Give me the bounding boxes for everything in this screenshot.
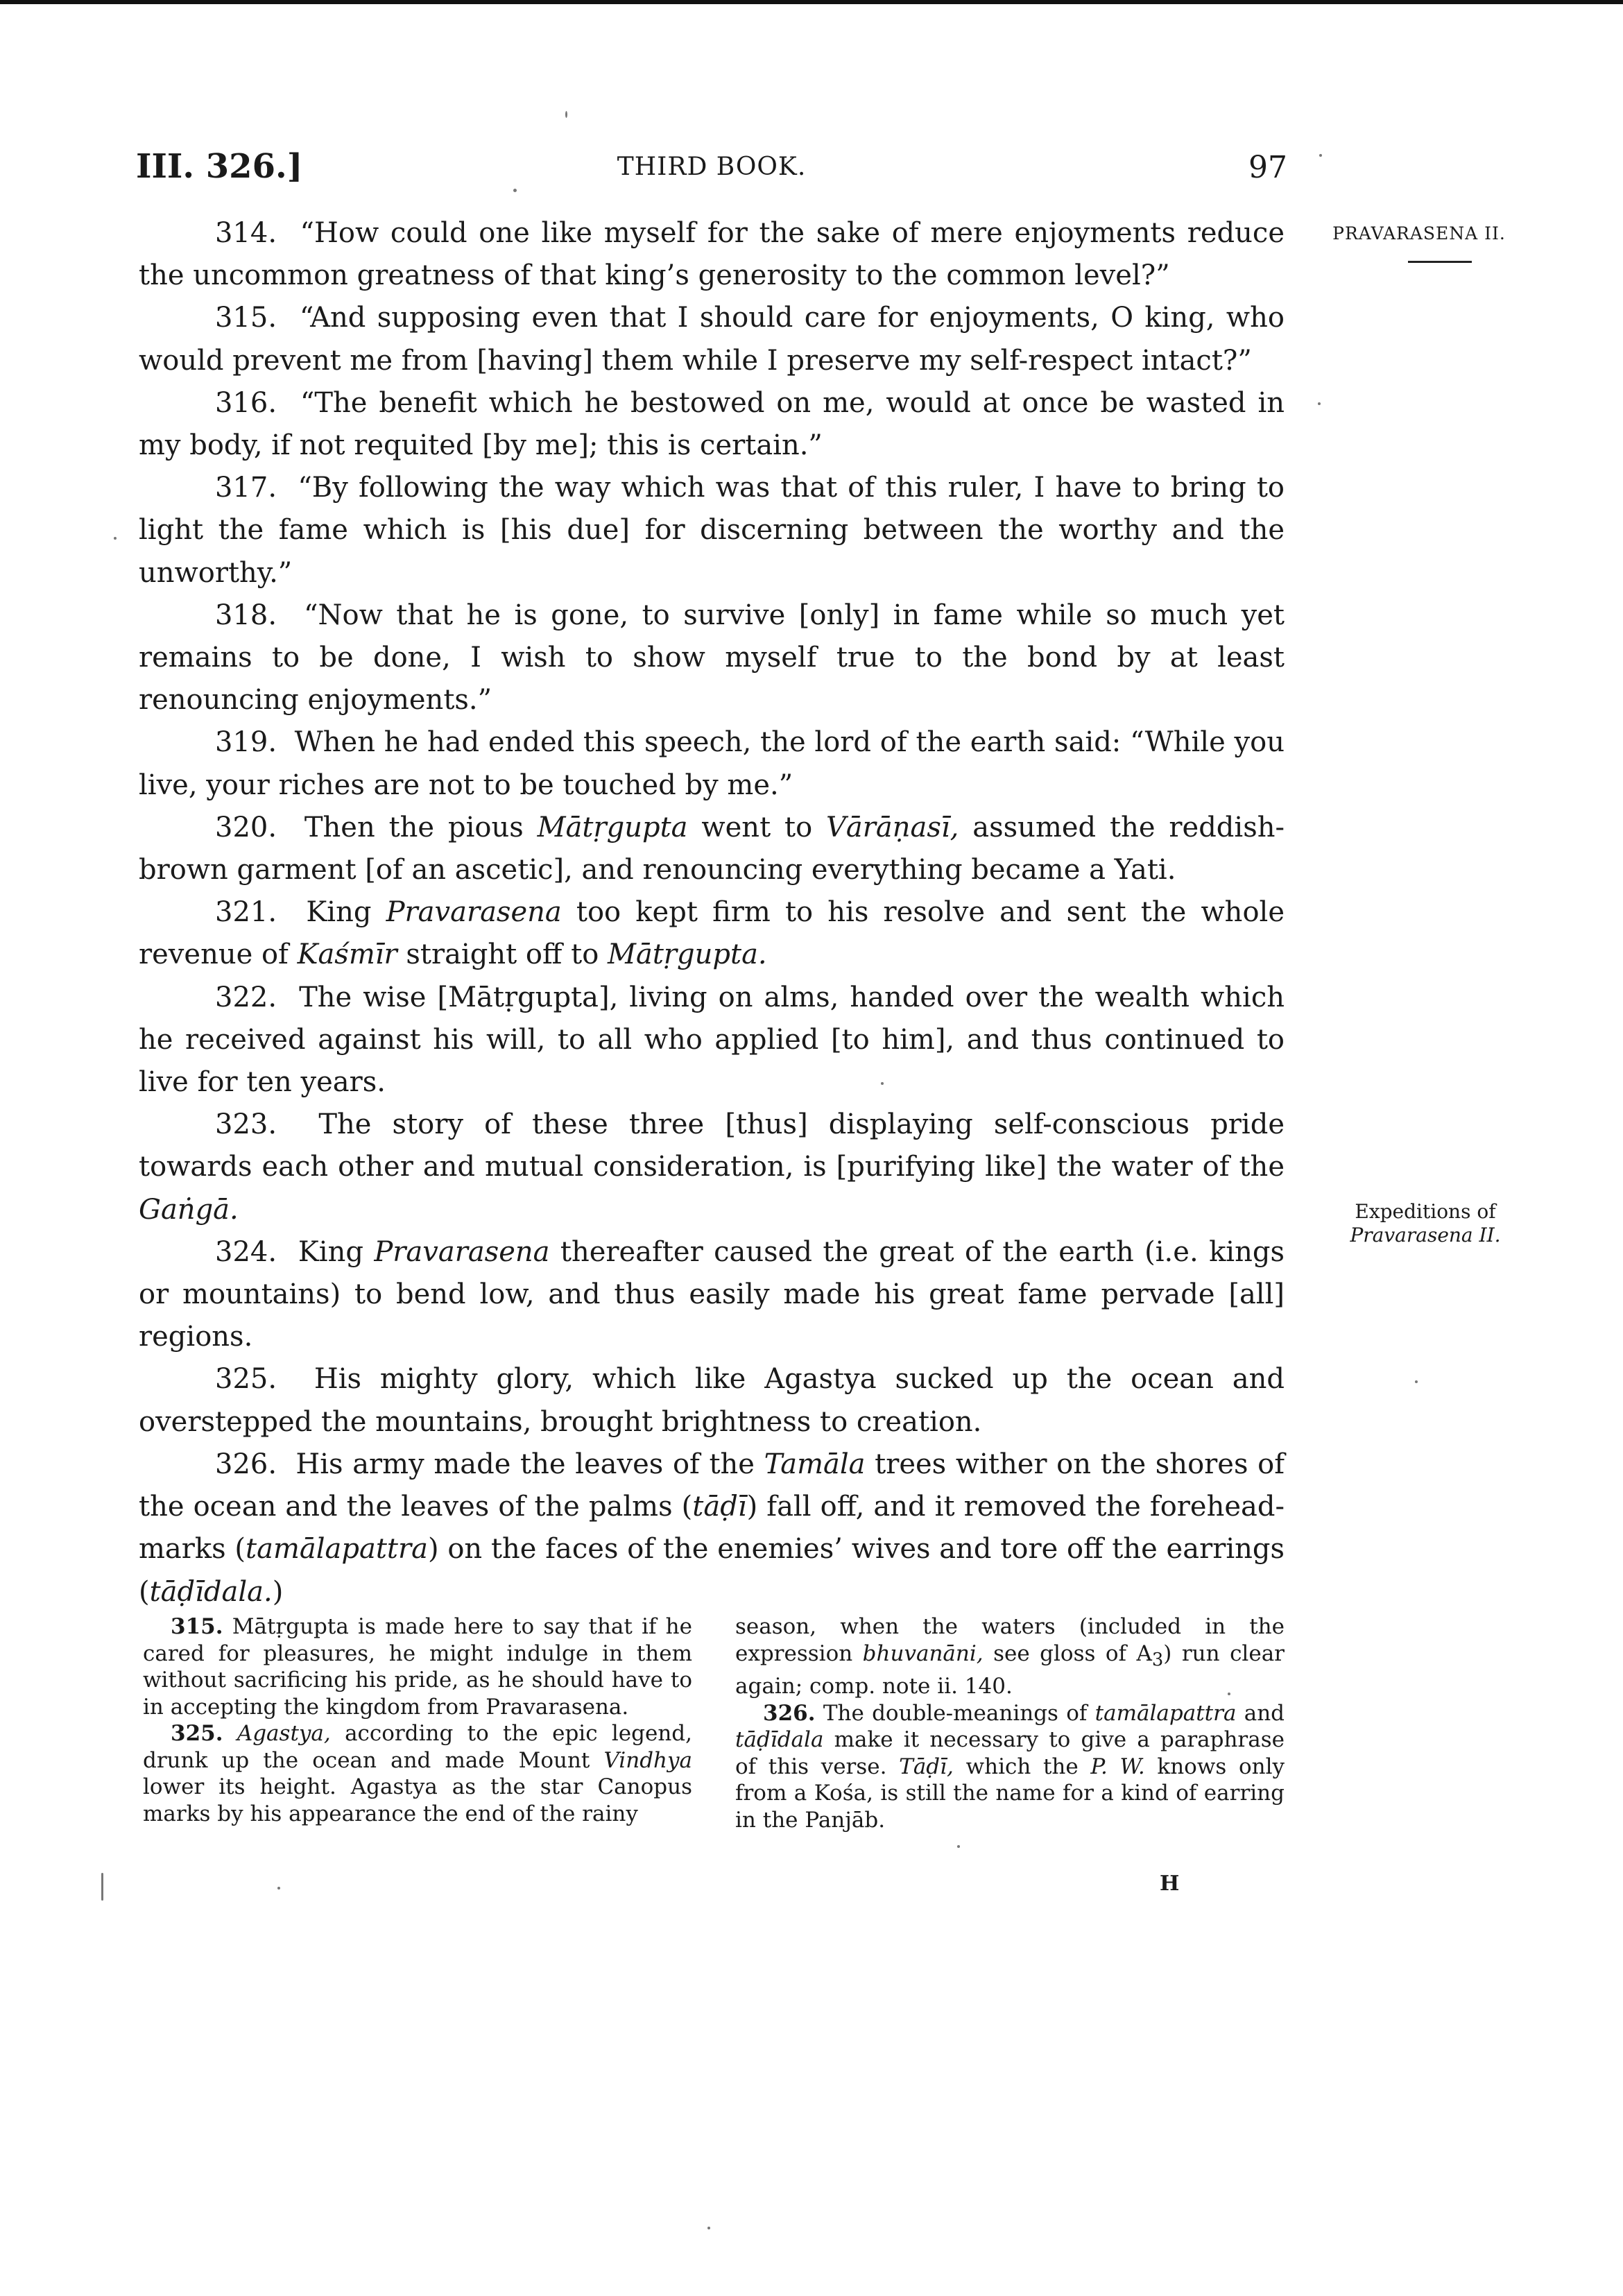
margin-note-line: Expeditions of — [1355, 1200, 1496, 1223]
verse — [139, 382, 1285, 467]
verse-text: His mighty glory, which like Agastya sucked up the ocean and overstepped the mountains, brought brightness to creation. — [139, 1363, 1285, 1438]
footnote-text: which the — [953, 1754, 1091, 1779]
verse-number: 322. — [215, 981, 277, 1013]
footnote — [143, 1613, 692, 1720]
margin-note-expeditions — [1325, 1200, 1526, 1247]
verse-text: thereafter caused the great of the earth (i.e. kings or mountains) to bend low, and thus easily made his great fame pervade [all] regions. — [139, 1235, 1285, 1353]
verse — [139, 891, 1285, 976]
footnote — [143, 1720, 692, 1827]
verse-italic: Pravarasena — [374, 1235, 550, 1268]
footnote-italic: Agastya, — [237, 1721, 331, 1746]
verse — [139, 977, 1285, 1104]
verse — [139, 807, 1285, 891]
margin-note-line: Pravarasena II. — [1350, 1224, 1501, 1246]
footnote-italic: Vindhya — [603, 1747, 692, 1773]
footnote-text: make it necessary to give a paraphrase of this verse. — [735, 1727, 1285, 1779]
verse-text: “How could one like myself for the sake of mere enjoyments reduce the uncommon greatness of that king’s generosity to the common level?” — [139, 217, 1285, 292]
verse-text: went to — [687, 811, 827, 843]
footnote-text: see gloss of A — [983, 1640, 1152, 1666]
footnote-text: The double-meanings of — [823, 1700, 1095, 1726]
scan-speck — [1319, 154, 1322, 157]
footnote-number: 315. — [171, 1614, 223, 1639]
footnote-column-right — [735, 1613, 1285, 1833]
footnote-text: according to the epic legend, drunk up the ocean and made Mount — [143, 1721, 693, 1773]
footnote-text: season, when the waters (included in the expression — [735, 1614, 1285, 1666]
footnote-text: Mātṛgupta is made here to say that if he cared for pleasures, he might indulge in them without sacrificing his pride, as he should have to in accepting the kingdom from Pravarasena. — [143, 1614, 692, 1720]
margin-heading: PRAVARASENA II. — [1332, 223, 1506, 243]
running-title: THIRD BOOK. — [617, 153, 807, 181]
footnote-italic: bhuvanāni, — [862, 1640, 984, 1666]
scan-speck — [957, 1845, 960, 1848]
verse-number: 315. — [215, 302, 277, 334]
verse-text: The wise [Mātṛgupta], living on alms, handed over the wealth which he received against his will, to all who applied [to him], and thus continued to live for ten years. — [139, 981, 1285, 1099]
footnote-number: 325. — [171, 1721, 223, 1746]
scan-speck — [277, 1887, 280, 1890]
scan-speck — [1228, 1693, 1230, 1695]
page-header — [136, 147, 1287, 189]
scan-speck — [101, 1873, 103, 1901]
footnotes — [143, 1613, 1285, 1833]
footnote-continuation — [735, 1613, 1285, 1700]
verse-text: The story of these three [thus] displaying self-conscious pride towards each other and mutual consideration, is [purifying like] the water of the — [139, 1108, 1285, 1183]
verse — [139, 1358, 1285, 1443]
verse-number: 318. — [215, 599, 277, 631]
verse-italic: tamālapattra — [246, 1533, 428, 1566]
verse — [139, 467, 1285, 594]
verse-text: “By following the way which was that of this ruler, I have to bring to light the fame which is [his due] for discerning between the worthy and the unworthy.” — [139, 472, 1285, 589]
verse-number: 317. — [215, 472, 277, 504]
signature-mark: H — [1160, 1871, 1180, 1896]
verse — [139, 297, 1285, 382]
verse-text: King — [298, 1235, 375, 1268]
verse — [139, 1443, 1285, 1613]
verse-italic: Mātṛgupta — [537, 811, 688, 843]
verse-number: 324. — [215, 1235, 277, 1268]
verse-text: His army made the leaves of the — [295, 1448, 764, 1480]
verse-number: 320. — [215, 811, 277, 843]
verse-italic: Tamāla — [764, 1448, 866, 1480]
verse-text: straight off to — [397, 939, 608, 971]
verse-text: “Now that he is gone, to survive [only] in fame while so much yet remains to be done, I wish to show myself true to the bond by at least renouncing enjoyments.” — [139, 599, 1285, 717]
footnote-column-left — [143, 1613, 692, 1833]
verse-text: Then the pious — [304, 811, 538, 843]
verse-italic: Pravarasena — [386, 896, 562, 929]
verse-number: 314. — [215, 217, 277, 249]
verse-number: 326. — [215, 1448, 277, 1480]
scan-speck — [1318, 402, 1321, 405]
verse-number: 316. — [215, 386, 277, 419]
scan-speck — [565, 111, 567, 118]
section-reference: III. 326.] — [136, 147, 303, 186]
footnote-text: ) run clear again; comp. note ii. 140. — [735, 1640, 1285, 1699]
margin-rule — [1408, 261, 1472, 263]
verse-italic: Mātṛgupta. — [608, 939, 767, 971]
verse-text: ) on the faces of the enemies’ wives and tore off the earrings ( — [139, 1533, 1285, 1608]
verse-text: When he had ended this speech, the lord of the earth said: “While you live, your riches are not to be touched by me.” — [139, 726, 1285, 801]
verse-text: “The benefit which he bestowed on me, would at once be wasted in my body, if not requited [by me]; this is certain.” — [139, 386, 1285, 462]
scan-speck — [1415, 1380, 1418, 1383]
verse-text: “And supposing even that I should care for enjoyments, O king, who would prevent me from [having] them while I preserve my self-respect intact?” — [139, 302, 1285, 377]
footnote-italic: tāḍīdala — [735, 1727, 824, 1753]
footnote-italic: P. W. — [1090, 1754, 1145, 1779]
footnote-italic: Tāḍī, — [899, 1754, 954, 1779]
footnote-text: lower its height. Agastya as the star Canopus marks by his appearance the end of the rainy — [143, 1774, 692, 1826]
verse-text: King — [306, 896, 386, 929]
verse-text: ) fall off, and it removed the forehead-marks ( — [139, 1491, 1285, 1566]
footnote-subscript: 3 — [1151, 1649, 1164, 1670]
verse-text: trees wither on the shores of the ocean and the leaves of the palms ( — [139, 1448, 1285, 1523]
verse — [139, 721, 1285, 806]
main-text — [139, 212, 1285, 1613]
verse-italic: tāḍīdala. — [149, 1575, 273, 1608]
scan-speck — [114, 537, 117, 540]
verse-italic: Vārāṇasī, — [826, 811, 959, 843]
verse — [139, 594, 1285, 722]
verse-number: 319. — [215, 726, 277, 759]
verse-italic: Kaśmīr — [297, 939, 397, 971]
page-number: 97 — [1248, 150, 1287, 185]
scan-speck — [707, 2227, 710, 2229]
footnote-text: and — [1236, 1700, 1285, 1726]
verse — [139, 212, 1285, 297]
verse-number: 325. — [215, 1363, 277, 1396]
top-border — [0, 0, 1623, 4]
verse-number: 323. — [215, 1108, 277, 1141]
scan-speck — [881, 1082, 884, 1085]
verse-number: 321. — [215, 896, 277, 929]
footnote-number: 326. — [763, 1700, 816, 1726]
verse-text: too kept firm to his resolve and sent the whole revenue of — [139, 896, 1285, 971]
verse — [139, 1104, 1285, 1231]
verse-italic: tāḍī — [692, 1491, 747, 1523]
verse-text: assumed the reddish-brown garment [of an ascetic], and renouncing everything became a Yati. — [139, 811, 1285, 886]
footnote-text: knows only from a Kośa, is still the name for a kind of earring in the Panjāb. — [735, 1754, 1285, 1833]
verse-italic: Gaṅgā. — [139, 1193, 239, 1226]
footnote-italic: tamālapattra — [1094, 1700, 1237, 1726]
scan-speck — [513, 189, 517, 192]
verse-text: ) — [272, 1575, 284, 1608]
verse — [139, 1231, 1285, 1359]
footnote — [735, 1700, 1285, 1834]
